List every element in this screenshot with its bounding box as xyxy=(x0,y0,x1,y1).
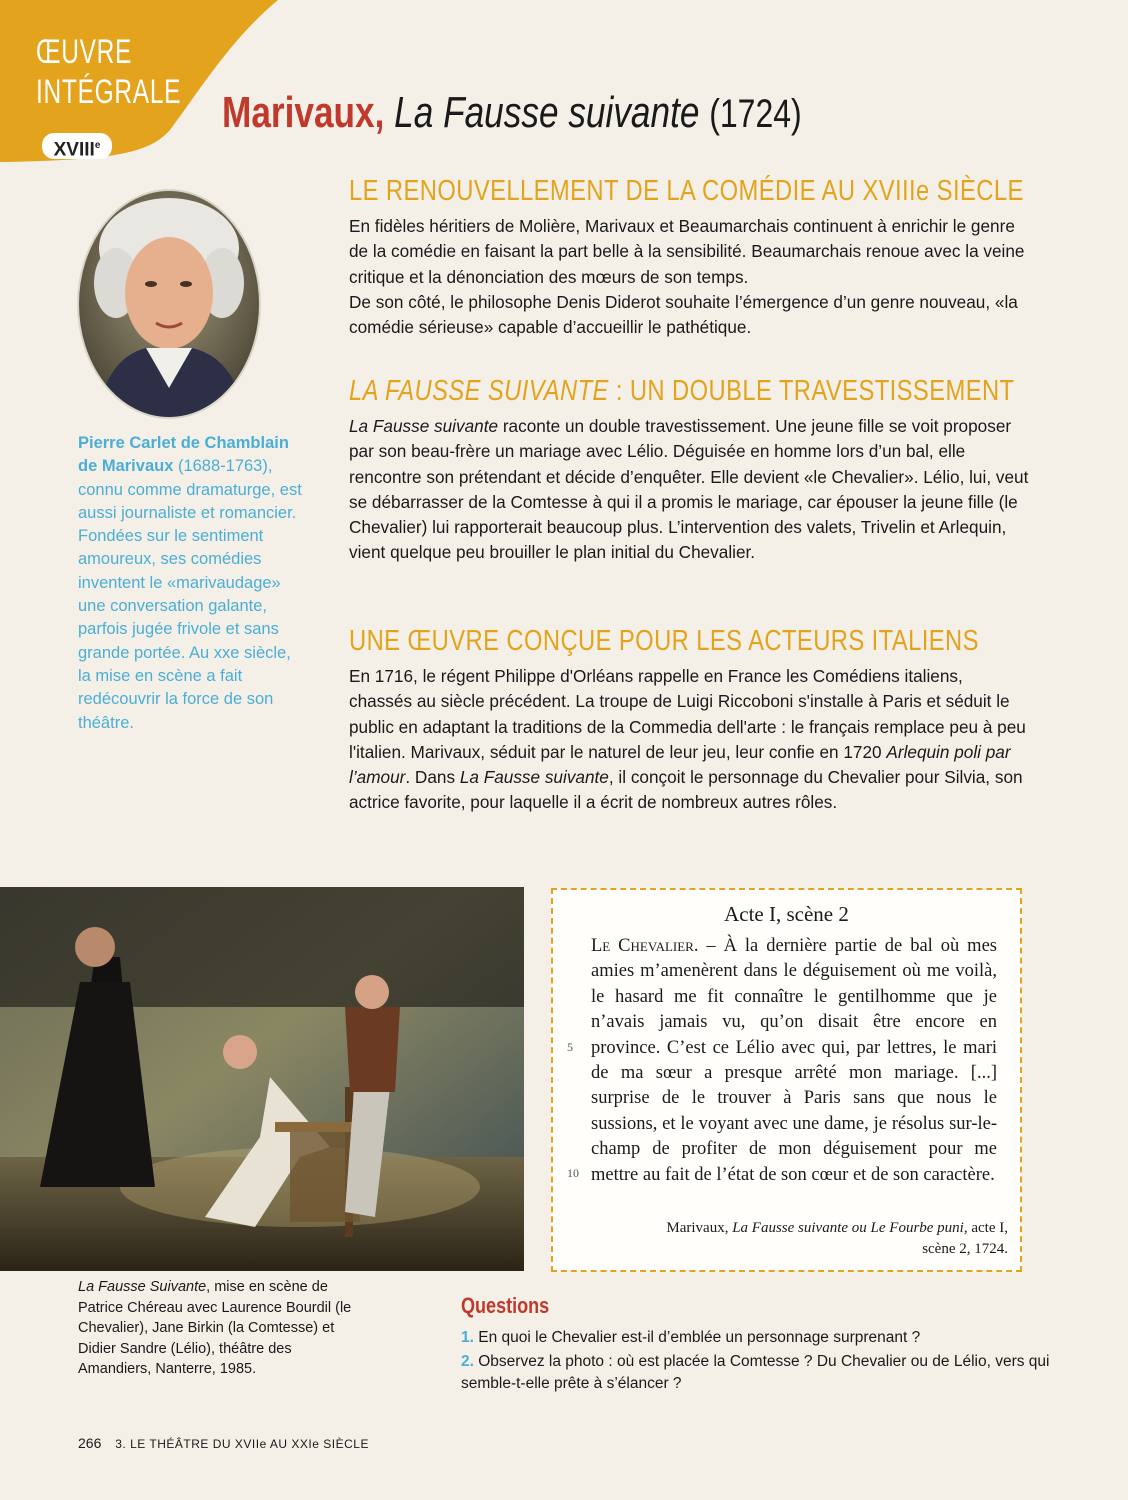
extract-source xyxy=(666,1218,1008,1260)
body-italic-2: La Fausse suivante xyxy=(459,767,609,788)
source-author: Marivaux, xyxy=(666,1220,733,1236)
question-item xyxy=(461,1327,1061,1349)
line-number-5: 5 xyxy=(567,1040,573,1054)
stage-photo-icon xyxy=(0,887,524,1271)
page-title xyxy=(222,88,802,138)
question-number: 2. xyxy=(461,1353,474,1370)
extract-heading: Acte I, scène 2 xyxy=(724,902,849,926)
section-acteurs-italiens xyxy=(349,625,1029,816)
line-number-10: 10 xyxy=(567,1166,579,1180)
questions-title: Questions xyxy=(461,1293,550,1318)
section-heading: UNE ŒUVRE CONÇUE POUR LES ACTEURS ITALIENS xyxy=(349,625,979,657)
photo-caption xyxy=(78,1277,358,1380)
bio-dates: (1688-1763), xyxy=(173,457,273,476)
body-part-a: En 1716, le régent Philippe d'Orléans rappelle en France les Comédiens italiens, chassés au siècle précédent. La troupe de Luigi Riccoboni s'installe à Paris et séduit le public en adaptant la traditions de la Commedia dell'arte : le français remplace peu à peu l'italien. Marivaux, séduit par le naturel de leur jeu, leur confie en 1720 xyxy=(349,666,1026,762)
corner-label-line1: ŒUVRE xyxy=(36,33,133,71)
photo-caption-italic: La Fausse Suivante xyxy=(78,1279,207,1295)
section-body xyxy=(349,414,1029,566)
question-text: Observez la photo : où est placée la Comtesse ? Du Chevalier ou de Lélio, vers qui semble-t-elle prête à s’élancer ? xyxy=(461,1353,1050,1392)
section-body-text: En fidèles héritiers de Molière, Marivaux et Beaumarchais continuent à enrichir le genre de la comédie en faisant la part belle à la sensibilité. Beaumarchais renoue avec la veine critique et la dénonciation des mœurs de son temps. xyxy=(349,216,1025,287)
extract-text xyxy=(591,934,997,1188)
question-number: 1. xyxy=(461,1329,474,1346)
extract-body: – À la dernière partie de bal où mes amies m’amenèrent dans le déguisement où me voilà, le hasard me fit connaître le gentilhomme que je n’avais jamais vu, qu’on disait être encore en province. C’est ce Lélio avec qui, par lettres, le mari de ma sœur a presque arrêté mon mariage. [...] surprise de le trouver à Paris sans que nous le sussions, et le voyant avec une dame, je résolus sur-le-champ de profiter de mon déguisement pour me mettre au fait de l’état de son cœur et de son caractère. xyxy=(591,936,997,1185)
source-title: La Fausse suivante ou Le Fourbe puni xyxy=(732,1220,964,1236)
section-body xyxy=(349,664,1029,816)
body-italic-1: Arlequin poli par l’amour xyxy=(349,741,1011,788)
bio-name: Pierre Carlet de Chamblain de Marivaux xyxy=(78,434,289,476)
body-part-c: , il conçoit le personnage du Chevalier pour Silvia, son actrice favorite, pour laquelle il a écrit de nombreux autres rôles. xyxy=(349,767,1023,813)
section-body-text-2: De son côté, le philosophe Denis Diderot souhaite l’émergence d’un genre nouveau, «la comédie sérieuse» capable d’accueillir le pathétique. xyxy=(349,291,1018,338)
heading-rest: : UN DOUBLE TRAVESTISSEMENT xyxy=(608,375,1015,407)
heading-italic: LA FAUSSE SUIVANTE xyxy=(349,375,609,407)
photo-caption-text: , mise en scène de Patrice Chéreau avec Laurence Bourdil (le Chevalier), Jane Birkin (la Comtesse) et Didier Sandre (Lélio), théâtre des Amandiers, Nanterre, 1985. xyxy=(78,1279,352,1377)
marivaux-portrait-icon xyxy=(76,188,262,420)
body-part-b: . Dans xyxy=(405,767,460,788)
section-heading xyxy=(349,375,1015,408)
questions-list xyxy=(461,1327,1061,1395)
bio-text: connu comme dramaturge, est aussi journaliste et romancier. Fondées sur le sentiment amoureux, ses comédies inventent le «marivaudage» une conversation galante, parfois jugée frivole et sans grande portée. Au xxe siècle, la mise en scène a fait redécouvrir la force de son théâtre. xyxy=(78,480,302,732)
source-scene: scène 2, 1724. xyxy=(922,1241,1008,1257)
text-extract-box xyxy=(551,888,1022,1272)
title-work: La Fausse suivante xyxy=(394,88,700,137)
century-text: XVIII xyxy=(53,139,95,161)
body-italic: La Fausse suivante xyxy=(349,416,499,436)
portrait-caption xyxy=(78,432,308,735)
page-footer xyxy=(78,1435,369,1451)
century-sup: e xyxy=(94,140,101,151)
corner-label-line2: INTÉGRALE xyxy=(36,73,182,111)
question-text: En quoi le Chevalier est-il d’emblée un personnage surprenant ? xyxy=(473,1329,921,1346)
source-act: , acte I, xyxy=(963,1220,1008,1236)
page-number: 266 xyxy=(78,1435,102,1451)
century-badge xyxy=(42,133,112,159)
title-author: Marivaux, xyxy=(222,88,385,137)
title-year: (1724) xyxy=(709,92,802,136)
questions-block xyxy=(461,1293,1061,1397)
corner-label xyxy=(36,32,181,112)
section-travestissement xyxy=(349,375,1029,566)
section-body xyxy=(349,214,1029,340)
extract-speaker: Le Chevalier. xyxy=(591,936,699,956)
section-corner-badge xyxy=(0,0,280,170)
question-item xyxy=(461,1351,1061,1395)
section-body-text: raconte un double travestissement. Une jeune fille se voit proposer par son beau-frère un mariage avec Lélio. Déguisée en homme lors d’un bal, elle rencontre son prétendant et décide d’enquêter. Elle devient «le Chevalier». Lélio, lui, veut se débarrasser de la Comtesse à qui il a promis le mariage, car épouser la jeune fille (le Chevalier) lui rapporterait beaucoup plus. L’intervention des valets, Trivelin et Arlequin, vient quelque peu brouiller le plan initial du Chevalier. xyxy=(349,416,1029,563)
section-heading: LE RENOUVELLEMENT DE LA COMÉDIE AU XVIIIe SIÈCLE xyxy=(349,175,1024,207)
section-renouvellement xyxy=(349,175,1029,340)
chapter-title: 3. LE THÉÂTRE DU XVIIe AU XXIe SIÈCLE xyxy=(115,1437,369,1451)
